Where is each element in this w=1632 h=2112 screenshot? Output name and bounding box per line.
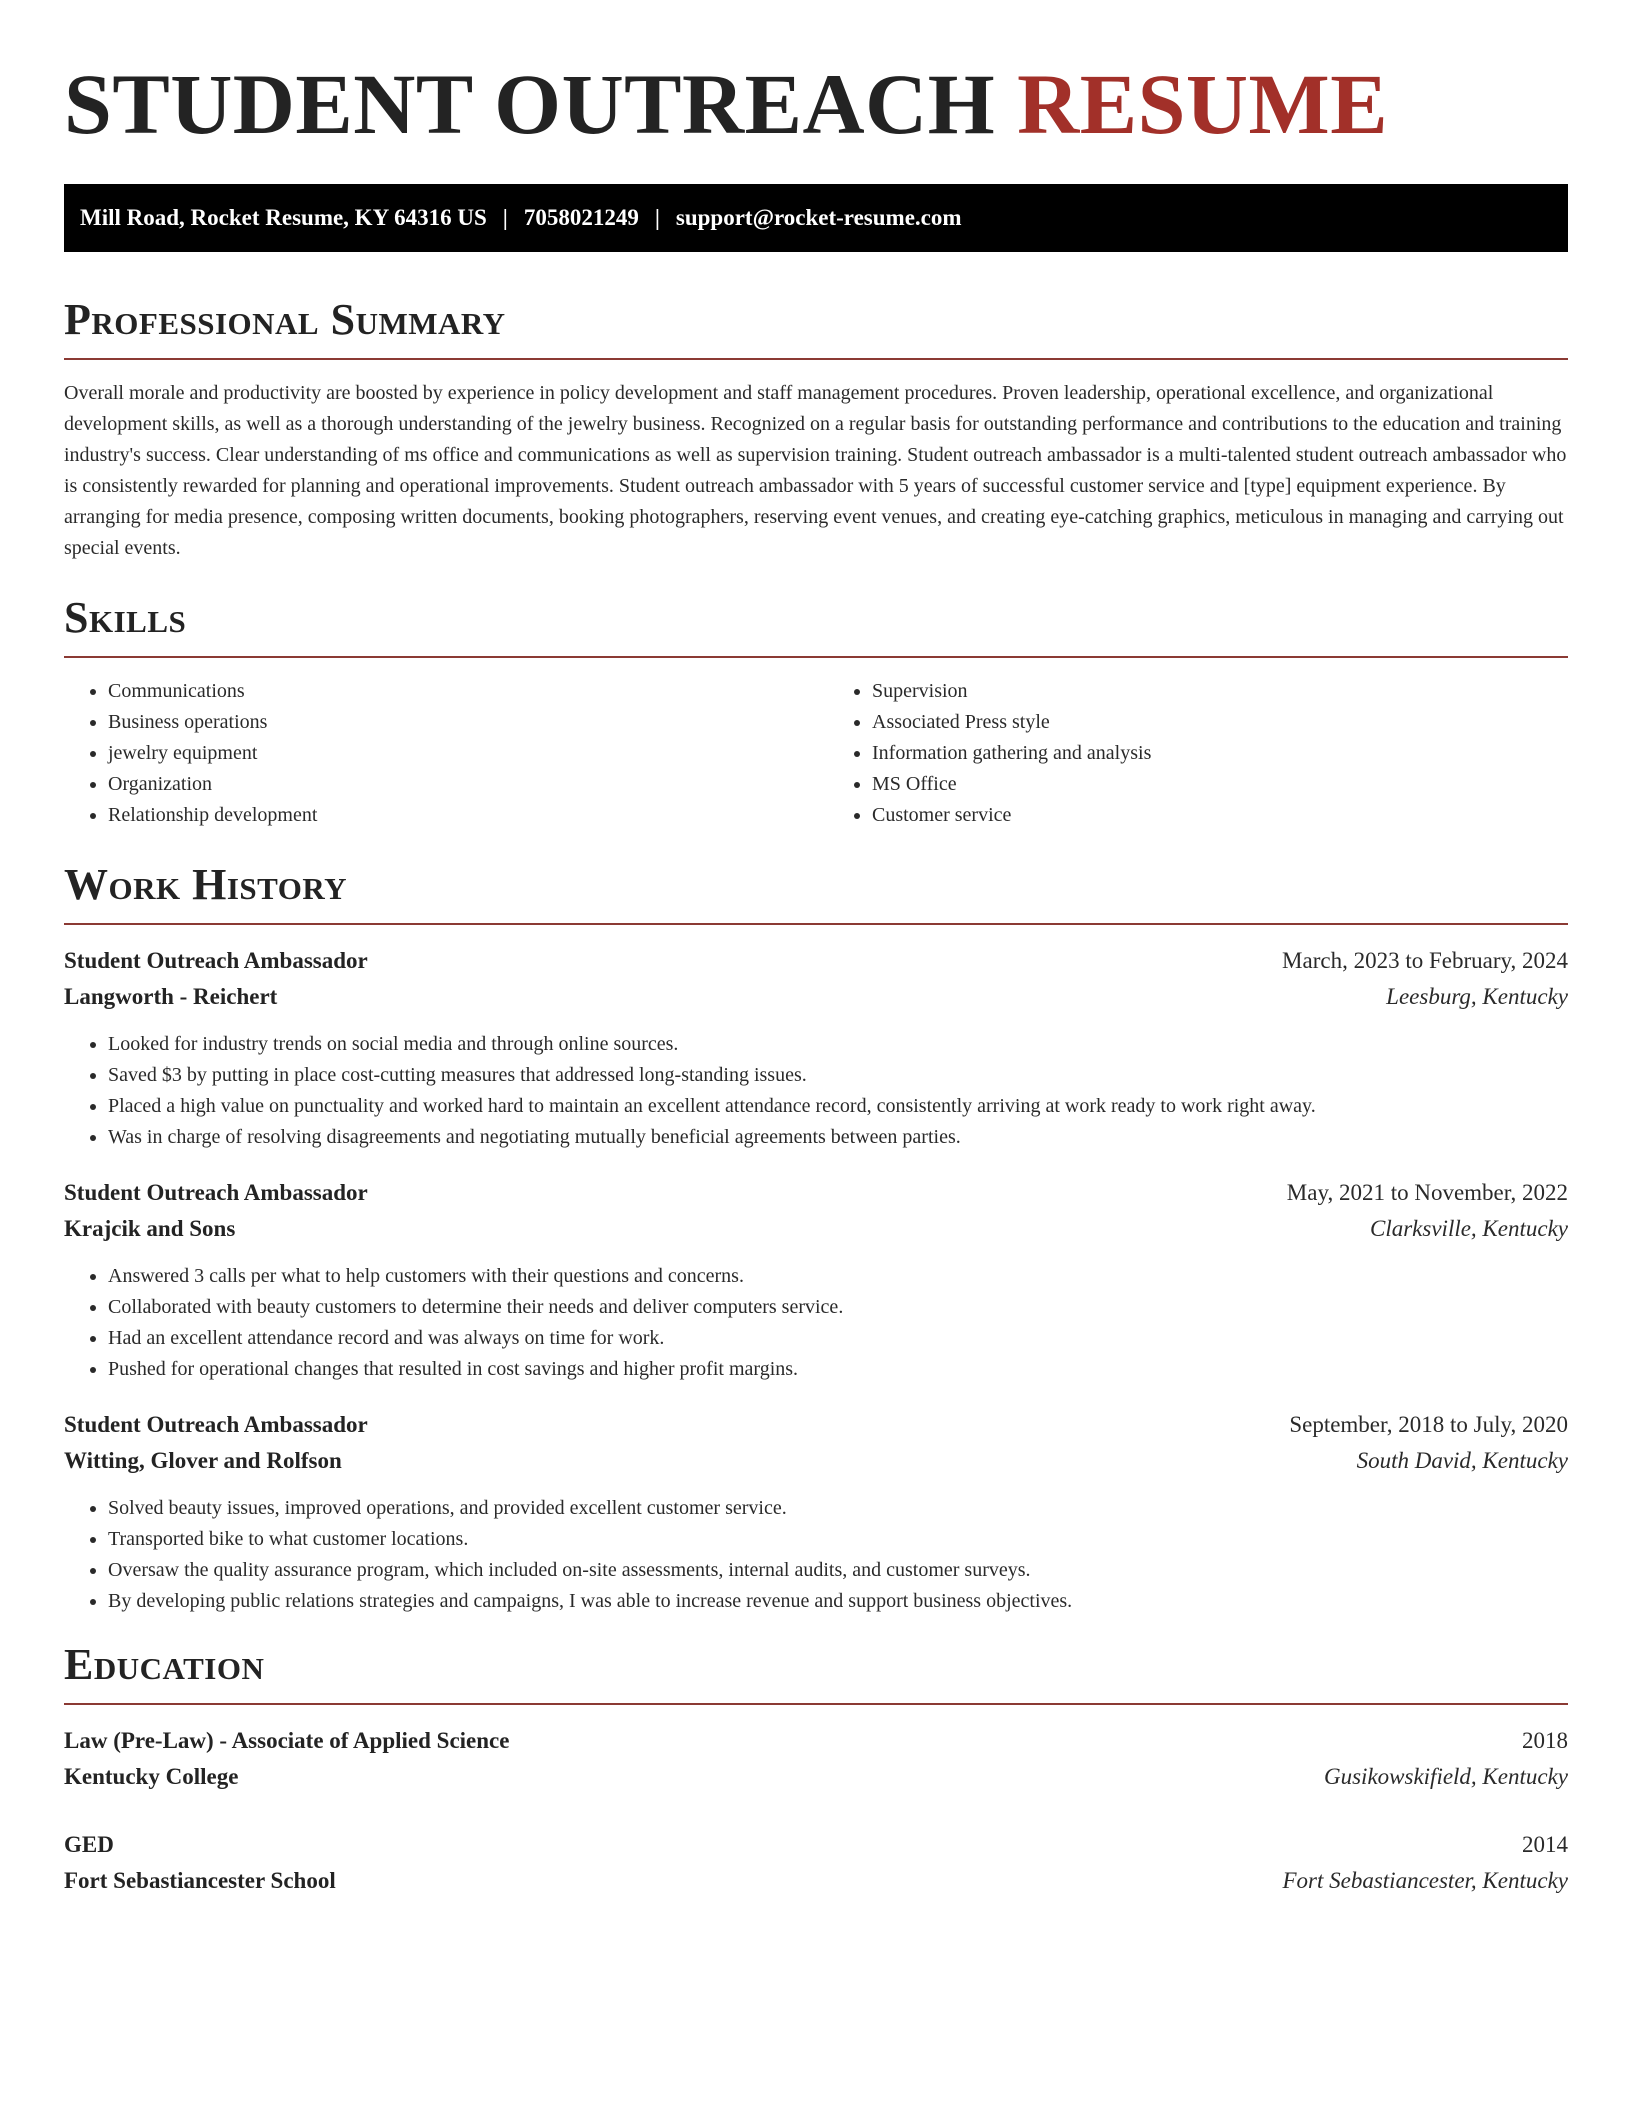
contact-email: support@rocket-resume.com xyxy=(675,205,962,230)
resume-title xyxy=(64,54,1568,154)
job-entry xyxy=(64,943,1568,1153)
job-bullet: • Saved $3 by putting in place cost-cutting measures that addressed long-standing issues. xyxy=(108,1060,1568,1091)
job-entry xyxy=(64,1175,1568,1385)
education-school: Fort Sebastiancester School xyxy=(64,1868,336,1893)
section-heading: Skills xyxy=(64,593,187,642)
contact-separator: | xyxy=(654,205,660,230)
title-accent: RESUME xyxy=(1017,56,1389,152)
contact-bar xyxy=(64,184,1568,252)
skill-item: • Associated Press style xyxy=(872,707,1568,738)
job-bullets xyxy=(64,1493,1568,1617)
job-bullet: • Oversaw the quality assurance program, which included on-site assessments, internal audits, and customer surveys. xyxy=(108,1555,1568,1586)
section-heading: Education xyxy=(64,1640,265,1689)
skill-item: • Supervision xyxy=(872,676,1568,707)
contact-address: Mill Road, Rocket Resume, KY 64316 US xyxy=(80,205,487,230)
job-company: Witting, Glover and Rolfson xyxy=(64,1448,342,1473)
job-location: Clarksville, Kentucky xyxy=(1370,1216,1568,1241)
job-header-row xyxy=(64,1407,1568,1443)
job-bullet: • Collaborated with beauty customers to determine their needs and deliver computers service. xyxy=(108,1292,1568,1323)
education-entry xyxy=(64,1827,1568,1899)
job-dates: May, 2021 to November, 2022 xyxy=(1286,1180,1568,1205)
job-company-row xyxy=(64,979,1568,1015)
job-header-row xyxy=(64,943,1568,979)
job-bullet: • Solved beauty issues, improved operations, and provided excellent customer service. xyxy=(108,1493,1568,1524)
section-heading: Professional Summary xyxy=(64,295,506,344)
section-divider xyxy=(64,923,1568,925)
skills-list-right xyxy=(828,676,1568,831)
job-title: Student Outreach Ambassador xyxy=(64,1180,368,1205)
work-history-section xyxy=(64,859,1568,1617)
job-company-row xyxy=(64,1443,1568,1479)
education-year: 2018 xyxy=(1522,1728,1568,1753)
skills-list-left xyxy=(64,676,804,831)
skill-item: • Information gathering and analysis xyxy=(872,738,1568,769)
job-company-row xyxy=(64,1211,1568,1247)
job-company: Krajcik and Sons xyxy=(64,1216,236,1241)
job-dates: September, 2018 to July, 2020 xyxy=(1289,1412,1568,1437)
job-bullet: • Had an excellent attendance record and was always on time for work. xyxy=(108,1323,1568,1354)
skill-item: • Organization xyxy=(108,769,804,800)
education-header-row xyxy=(64,1827,1568,1863)
job-bullet: • Answered 3 calls per what to help customers with their questions and concerns. xyxy=(108,1261,1568,1292)
skills-grid xyxy=(64,676,1568,831)
job-bullet: • Placed a high value on punctuality and worked hard to maintain an excellent attendance record, consistently arriving at work ready to work right away. xyxy=(108,1091,1568,1122)
job-title: Student Outreach Ambassador xyxy=(64,948,368,973)
job-bullet: • Was in charge of resolving disagreements and negotiating mutually beneficial agreements between parties. xyxy=(108,1122,1568,1153)
job-entry xyxy=(64,1407,1568,1617)
section-divider xyxy=(64,1703,1568,1705)
skill-item: • Customer service xyxy=(872,800,1568,831)
job-location: Leesburg, Kentucky xyxy=(1386,984,1568,1009)
section-heading: Work History xyxy=(64,860,348,909)
job-bullet: • By developing public relations strategies and campaigns, I was able to increase revenue and support business objectives. xyxy=(108,1586,1568,1617)
education-school-row xyxy=(64,1863,1568,1899)
skill-item: • Business operations xyxy=(108,707,804,738)
summary-text: Overall morale and productivity are boosted by experience in policy development and staff management procedures. Proven leadership, operational excellence, and organizational development skills, as well as a thorough understanding of the jewelry business. Recognized on a regular basis for outstanding performance and contributions to the education and training industry's success. Clear understanding of ms office and communications as well as supervision training. Student outreach ambassador is a multi-talented student outreach ambassador who is consistently rewarded for planning and operational improvements. Student outreach ambassador with 5 years of successful customer service and [type] equipment experience. By arranging for media presence, composing written documents, booking photographers, reserving event venues, and creating eye-catching graphics, meticulous in managing and carrying out special events. xyxy=(64,382,1567,559)
skill-item: • jewelry equipment xyxy=(108,738,804,769)
education-section xyxy=(64,1639,1568,1899)
job-dates: March, 2023 to February, 2024 xyxy=(1282,948,1568,973)
job-header-row xyxy=(64,1175,1568,1211)
job-bullets xyxy=(64,1029,1568,1153)
job-bullet: • Pushed for operational changes that resulted in cost savings and higher profit margins. xyxy=(108,1354,1568,1385)
section-divider xyxy=(64,656,1568,658)
job-bullet: • Transported bike to what customer locations. xyxy=(108,1524,1568,1555)
skills-section xyxy=(64,592,1568,831)
education-school: Kentucky College xyxy=(64,1764,239,1789)
skill-item: • MS Office xyxy=(872,769,1568,800)
contact-phone: 7058021249 xyxy=(523,205,639,230)
skill-item: • Communications xyxy=(108,676,804,707)
professional-summary-section xyxy=(64,294,1568,564)
job-company: Langworth - Reichert xyxy=(64,984,278,1009)
job-location: South David, Kentucky xyxy=(1356,1448,1568,1473)
section-divider xyxy=(64,358,1568,360)
education-location: Gusikowskifield, Kentucky xyxy=(1324,1764,1568,1789)
education-degree: GED xyxy=(64,1832,114,1857)
education-school-row xyxy=(64,1759,1568,1795)
education-year: 2014 xyxy=(1522,1832,1568,1857)
education-header-row xyxy=(64,1723,1568,1759)
education-entry xyxy=(64,1723,1568,1795)
education-location: Fort Sebastiancester, Kentucky xyxy=(1282,1868,1568,1893)
job-title: Student Outreach Ambassador xyxy=(64,1412,368,1437)
education-degree: Law (Pre-Law) - Associate of Applied Science xyxy=(64,1728,510,1753)
skill-item: • Relationship development xyxy=(108,800,804,831)
title-main: STUDENT OUTREACH xyxy=(64,56,996,152)
contact-separator: | xyxy=(502,205,508,230)
job-bullet: • Looked for industry trends on social media and through online sources. xyxy=(108,1029,1568,1060)
job-bullets xyxy=(64,1261,1568,1385)
